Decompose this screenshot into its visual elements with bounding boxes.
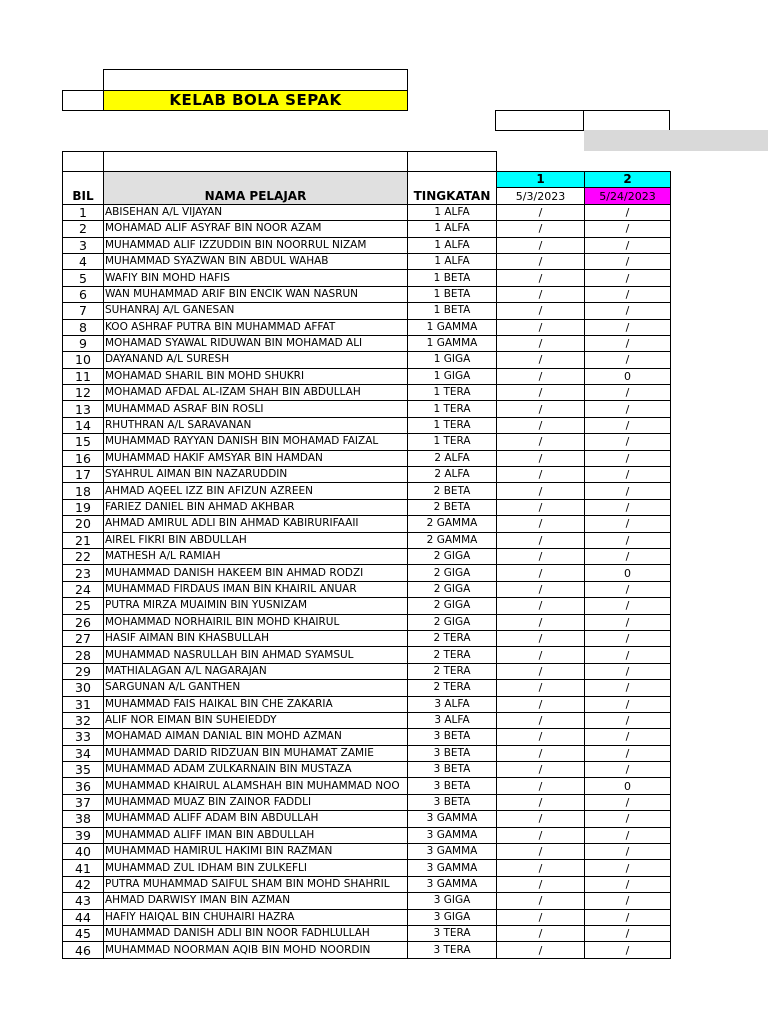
session-2-mark-cell: / [585,319,671,335]
table-row [63,237,671,253]
row-number-cell: 24 [63,581,104,597]
empty-cell [103,69,408,91]
class-cell: 3 GIGA [408,893,497,909]
row-number-cell: 44 [63,909,104,925]
session-1-mark-cell: / [497,844,585,860]
student-name-cell: SUHANRAJ A/L GANESAN [104,303,408,319]
table-row [63,319,671,335]
table-row [63,827,671,843]
session-1-mark-cell: / [497,368,585,384]
session-1-mark-cell: / [497,630,585,646]
student-name-cell: ABISEHAN A/L VIJAYAN [104,204,408,220]
class-cell: 2 GIGA [408,614,497,630]
class-cell: 3 BETA [408,778,497,794]
name-header: NAMA PELAJAR [104,172,408,205]
student-name-cell: AHMAD AQEEL IZZ BIN AFIZUN AZREEN [104,483,408,499]
session-1-mark-cell: / [497,548,585,564]
session-1-mark-cell: / [497,762,585,778]
session-2-mark-cell: / [585,827,671,843]
session-1-mark-cell: / [497,663,585,679]
class-cell: 2 ALFA [408,467,497,483]
session-1-number: 1 [497,172,585,188]
session-2-mark-cell: / [585,417,671,433]
session-2-mark-cell: / [585,942,671,958]
row-number-cell: 1 [63,204,104,220]
table-row [63,368,671,384]
table-row [63,794,671,810]
row-number-cell: 15 [63,434,104,450]
class-cell: 2 ALFA [408,450,497,466]
session-1-mark-cell: / [497,794,585,810]
row-number-cell: 26 [63,614,104,630]
session-1-mark-cell: / [497,499,585,515]
class-cell: 1 GAMMA [408,319,497,335]
class-cell: 2 TERA [408,663,497,679]
class-cell: 3 GAMMA [408,860,497,876]
student-name-cell: AHMAD DARWISY IMAN BIN AZMAN [104,893,408,909]
table-row [63,942,671,958]
student-name-cell: MATHIALAGAN A/L NAGARAJAN [104,663,408,679]
session-2-mark-cell: / [585,499,671,515]
class-cell: 3 ALFA [408,712,497,728]
student-name-cell: MUHAMMAD ASRAF BIN ROSLI [104,401,408,417]
row-number-cell: 30 [63,680,104,696]
table-row [63,909,671,925]
row-number-cell: 31 [63,696,104,712]
row-number-cell: 16 [63,450,104,466]
table-row [63,893,671,909]
session-1-mark-cell: / [497,680,585,696]
session-1-mark-cell: / [497,565,585,581]
table-row [63,565,671,581]
session-2-mark-cell: / [585,893,671,909]
session-1-mark-cell: / [497,417,585,433]
table-row [63,335,671,351]
table-row [63,647,671,663]
table-row [63,253,671,269]
student-name-cell: MOHAMMAD NORHAIRIL BIN MOHD KHAIRUL [104,614,408,630]
table-row [63,614,671,630]
empty-cell [495,110,584,131]
session-2-mark-cell: / [585,434,671,450]
session-1-mark-cell: / [497,598,585,614]
session-2-mark-cell: / [585,663,671,679]
class-cell: 1 TERA [408,417,497,433]
session-1-mark-cell: / [497,335,585,351]
student-name-cell: FARIEZ DANIEL BIN AHMAD AKHBAR [104,499,408,515]
session-2-mark-cell: / [585,385,671,401]
session-2-mark-cell: / [585,581,671,597]
row-number-cell: 28 [63,647,104,663]
class-cell: 3 TERA [408,942,497,958]
student-name-cell: HASIF AIMAN BIN KHASBULLAH [104,630,408,646]
row-number-cell: 36 [63,778,104,794]
session-1-mark-cell: / [497,450,585,466]
row-number-cell: 38 [63,811,104,827]
row-number-cell: 8 [63,319,104,335]
session-2-mark-cell: / [585,221,671,237]
session-2-mark-cell: / [585,483,671,499]
blank-cell [497,152,585,172]
student-name-cell: WAN MUHAMMAD ARIF BIN ENCIK WAN NASRUN [104,286,408,302]
row-number-cell: 13 [63,401,104,417]
student-name-cell: MUHAMMAD HAKIF AMSYAR BIN HAMDAN [104,450,408,466]
session-1-mark-cell: / [497,319,585,335]
session-2-mark-cell: / [585,925,671,941]
session-1-mark-cell: / [497,204,585,220]
row-number-cell: 10 [63,352,104,368]
session-2-mark-cell: / [585,450,671,466]
session-1-mark-cell: / [497,286,585,302]
table-row [63,467,671,483]
row-number-cell: 22 [63,548,104,564]
student-name-cell: MUHAMMAD ALIF IZZUDDIN BIN NOORRUL NIZAM [104,237,408,253]
class-cell: 1 GAMMA [408,335,497,351]
row-number-cell: 29 [63,663,104,679]
class-cell: 1 TERA [408,434,497,450]
table-row [63,762,671,778]
session-2-mark-cell: / [585,712,671,728]
table-row [63,745,671,761]
table-row [63,401,671,417]
session-2-mark-cell: / [585,860,671,876]
student-name-cell: MUHAMMAD DANISH ADLI BIN NOOR FADHLULLAH [104,925,408,941]
session-2-mark-cell: / [585,548,671,564]
class-cell: 1 TERA [408,401,497,417]
student-name-cell: MOHAMAD AFDAL AL-IZAM SHAH BIN ABDULLAH [104,385,408,401]
row-number-cell: 12 [63,385,104,401]
table-row [63,417,671,433]
class-cell: 2 GIGA [408,548,497,564]
student-name-cell: MUHAMMAD NASRULLAH BIN AHMAD SYAMSUL [104,647,408,663]
student-name-cell: HAFIY HAIQAL BIN CHUHAIRI HAZRA [104,909,408,925]
session-1-mark-cell: / [497,221,585,237]
class-cell: 1 ALFA [408,253,497,269]
session-1-mark-cell: / [497,811,585,827]
class-cell: 2 GAMMA [408,532,497,548]
blank-cell [585,152,671,172]
session-1-mark-cell: / [497,270,585,286]
student-name-cell: MOHAMAD SYAWAL RIDUWAN BIN MOHAMAD ALI [104,335,408,351]
session-1-mark-cell: / [497,745,585,761]
student-name-cell: MATHESH A/L RAMIAH [104,548,408,564]
empty-cell [583,110,670,131]
row-number-cell: 46 [63,942,104,958]
session-2-mark-cell: 0 [585,778,671,794]
table-row [63,352,671,368]
header-row [63,172,671,188]
table-row [63,483,671,499]
student-name-cell: MUHAMMAD DANISH HAKEEM BIN AHMAD RODZI [104,565,408,581]
session-2-mark-cell: / [585,467,671,483]
session-1-mark-cell: / [497,253,585,269]
class-cell: 3 TERA [408,925,497,941]
empty-cell [62,90,104,111]
session-1-mark-cell: / [497,401,585,417]
table-row [63,630,671,646]
class-cell: 1 GIGA [408,368,497,384]
session-2-mark-cell: / [585,237,671,253]
session-2-mark-cell: / [585,794,671,810]
student-name-cell: MUHAMMAD ADAM ZULKARNAIN BIN MUSTAZA [104,762,408,778]
table-row [63,270,671,286]
student-name-cell: MUHAMMAD KHAIRUL ALAMSHAH BIN MUHAMMAD NOO [104,778,408,794]
session-1-mark-cell: / [497,647,585,663]
class-cell: 2 GAMMA [408,516,497,532]
row-number-cell: 25 [63,598,104,614]
class-cell: 2 GIGA [408,581,497,597]
session-2-mark-cell: / [585,204,671,220]
session-1-mark-cell: / [497,778,585,794]
session-2-date: 5/24/2023 [585,188,671,204]
student-name-cell: MOHAMAD AIMAN DANIAL BIN MOHD AZMAN [104,729,408,745]
class-cell: 3 BETA [408,794,497,810]
shaded-cell [584,130,768,151]
class-cell: 2 GIGA [408,598,497,614]
table-row [63,548,671,564]
session-2-mark-cell: / [585,614,671,630]
class-cell: 2 TERA [408,647,497,663]
table-row [63,729,671,745]
table-row [63,876,671,892]
row-number-cell: 37 [63,794,104,810]
student-name-cell: MUHAMMAD ALIFF ADAM BIN ABDULLAH [104,811,408,827]
session-1-mark-cell: / [497,532,585,548]
class-cell: 1 BETA [408,286,497,302]
session-2-number: 2 [585,172,671,188]
blank-cell [104,152,408,172]
class-cell: 1 TERA [408,385,497,401]
session-1-mark-cell: / [497,614,585,630]
student-name-cell: MUHAMMAD HAMIRUL HAKIMI BIN RAZMAN [104,844,408,860]
student-name-cell: WAFIY BIN MOHD HAFIS [104,270,408,286]
table-row [63,778,671,794]
class-cell: 2 BETA [408,483,497,499]
session-2-mark-cell: / [585,335,671,351]
student-name-cell: DAYANAND A/L SURESH [104,352,408,368]
row-number-cell: 45 [63,925,104,941]
session-2-mark-cell: / [585,745,671,761]
session-2-mark-cell: / [585,532,671,548]
class-cell: 3 GIGA [408,909,497,925]
table-row [63,844,671,860]
row-number-cell: 9 [63,335,104,351]
row-number-cell: 2 [63,221,104,237]
class-cell: 1 BETA [408,303,497,319]
attendance-table [62,151,671,959]
student-name-cell: AHMAD AMIRUL ADLI BIN AHMAD KABIRURIFAAII [104,516,408,532]
session-2-mark-cell: / [585,401,671,417]
session-1-mark-cell: / [497,712,585,728]
student-name-cell: MUHAMMAD NOORMAN AQIB BIN MOHD NOORDIN [104,942,408,958]
session-2-mark-cell: / [585,286,671,302]
class-cell: 3 GAMMA [408,811,497,827]
table-row [63,516,671,532]
table-row [63,450,671,466]
row-number-cell: 18 [63,483,104,499]
session-2-mark-cell: / [585,876,671,892]
row-number-cell: 11 [63,368,104,384]
row-number-cell: 21 [63,532,104,548]
table-row [63,385,671,401]
session-2-mark-cell: / [585,270,671,286]
session-2-mark-cell: / [585,844,671,860]
class-cell: 3 BETA [408,745,497,761]
student-name-cell: AIREL FIKRI BIN ABDULLAH [104,532,408,548]
session-2-mark-cell: / [585,352,671,368]
session-1-mark-cell: / [497,827,585,843]
table-row [63,712,671,728]
session-1-mark-cell: / [497,385,585,401]
session-2-mark-cell: / [585,909,671,925]
class-cell: 3 BETA [408,729,497,745]
class-cell: 2 TERA [408,680,497,696]
student-name-cell: MUHAMMAD RAYYAN DANISH BIN MOHAMAD FAIZAL [104,434,408,450]
student-name-cell: SARGUNAN A/L GANTHEN [104,680,408,696]
session-1-mark-cell: / [497,893,585,909]
class-cell: 1 ALFA [408,221,497,237]
table-row [63,663,671,679]
session-2-mark-cell: 0 [585,565,671,581]
table-row [63,204,671,220]
session-2-mark-cell: / [585,647,671,663]
session-1-mark-cell: / [497,434,585,450]
session-1-mark-cell: / [497,942,585,958]
row-number-cell: 39 [63,827,104,843]
row-number-cell: 20 [63,516,104,532]
session-2-mark-cell: / [585,680,671,696]
table-row [63,221,671,237]
session-2-mark-cell: / [585,598,671,614]
blank-cell [408,152,497,172]
row-number-cell: 3 [63,237,104,253]
row-number-cell: 32 [63,712,104,728]
table-row [63,598,671,614]
row-number-cell: 14 [63,417,104,433]
class-header: TINGKATAN [408,172,497,205]
class-cell: 3 GAMMA [408,876,497,892]
row-number-cell: 40 [63,844,104,860]
class-cell: 3 ALFA [408,696,497,712]
student-name-cell: MUHAMMAD ZUL IDHAM BIN ZULKEFLI [104,860,408,876]
student-name-cell: MUHAMMAD FIRDAUS IMAN BIN KHAIRIL ANUAR [104,581,408,597]
session-1-mark-cell: / [497,352,585,368]
session-2-mark-cell: / [585,762,671,778]
row-number-cell: 27 [63,630,104,646]
table-row [63,860,671,876]
class-cell: 1 ALFA [408,237,497,253]
session-1-mark-cell: / [497,909,585,925]
student-name-cell: KOO ASHRAF PUTRA BIN MUHAMMAD AFFAT [104,319,408,335]
session-1-mark-cell: / [497,876,585,892]
table-row [63,499,671,515]
class-cell: 2 GIGA [408,565,497,581]
student-name-cell: MUHAMMAD ALIFF IMAN BIN ABDULLAH [104,827,408,843]
student-name-cell: MUHAMMAD DARID RIDZUAN BIN MUHAMAT ZAMIE [104,745,408,761]
table-row [63,434,671,450]
row-number-cell: 35 [63,762,104,778]
session-2-mark-cell: / [585,516,671,532]
row-number-cell: 33 [63,729,104,745]
session-1-mark-cell: / [497,860,585,876]
row-number-cell: 19 [63,499,104,515]
session-1-mark-cell: / [497,237,585,253]
student-name-cell: PUTRA MIRZA MUAIMIN BIN YUSNIZAM [104,598,408,614]
blank-cell [63,152,104,172]
student-name-cell: PUTRA MUHAMMAD SAIFUL SHAM BIN MOHD SHAHRIL [104,876,408,892]
session-2-mark-cell: / [585,811,671,827]
student-name-cell: SYAHRUL AIMAN BIN NAZARUDDIN [104,467,408,483]
session-2-mark-cell: 0 [585,368,671,384]
table-row [63,811,671,827]
table-row [63,286,671,302]
row-number-cell: 41 [63,860,104,876]
class-cell: 1 GIGA [408,352,497,368]
student-name-cell: MUHAMMAD MUAZ BIN ZAINOR FADDLI [104,794,408,810]
student-name-cell: MUHAMMAD FAIS HAIKAL BIN CHE ZAKARIA [104,696,408,712]
session-1-mark-cell: / [497,483,585,499]
class-cell: 3 GAMMA [408,827,497,843]
session-1-mark-cell: / [497,696,585,712]
class-cell: 2 BETA [408,499,497,515]
student-name-cell: RHUTHRAN A/L SARAVANAN [104,417,408,433]
table-row [63,532,671,548]
table-row [63,925,671,941]
class-cell: 3 GAMMA [408,844,497,860]
row-number-cell: 4 [63,253,104,269]
row-number-cell: 17 [63,467,104,483]
class-cell: 1 BETA [408,270,497,286]
student-name-cell: MOHAMAD ALIF ASYRAF BIN NOOR AZAM [104,221,408,237]
row-number-cell: 5 [63,270,104,286]
session-2-mark-cell: / [585,630,671,646]
session-1-mark-cell: / [497,467,585,483]
session-2-mark-cell: / [585,303,671,319]
session-1-date: 5/3/2023 [497,188,585,204]
row-number-cell: 42 [63,876,104,892]
row-number-cell: 6 [63,286,104,302]
row-number-cell: 23 [63,565,104,581]
table-row [63,581,671,597]
session-1-mark-cell: / [497,729,585,745]
table-row [63,680,671,696]
table-row [63,303,671,319]
row-number-cell: 34 [63,745,104,761]
table-row [63,696,671,712]
class-cell: 2 TERA [408,630,497,646]
session-1-mark-cell: / [497,581,585,597]
session-1-mark-cell: / [497,303,585,319]
bil-header: BIL [63,172,104,205]
session-2-mark-cell: / [585,729,671,745]
class-cell: 3 BETA [408,762,497,778]
session-1-mark-cell: / [497,516,585,532]
session-1-mark-cell: / [497,925,585,941]
session-2-mark-cell: / [585,696,671,712]
row-number-cell: 7 [63,303,104,319]
student-name-cell: MOHAMAD SHARIL BIN MOHD SHUKRI [104,368,408,384]
class-cell: 1 ALFA [408,204,497,220]
session-2-mark-cell: / [585,253,671,269]
header-blank-row [63,152,671,172]
sheet-title: KELAB BOLA SEPAK [103,90,408,111]
student-name-cell: MUHAMMAD SYAZWAN BIN ABDUL WAHAB [104,253,408,269]
student-name-cell: ALIF NOR EIMAN BIN SUHEIEDDY [104,712,408,728]
row-number-cell: 43 [63,893,104,909]
